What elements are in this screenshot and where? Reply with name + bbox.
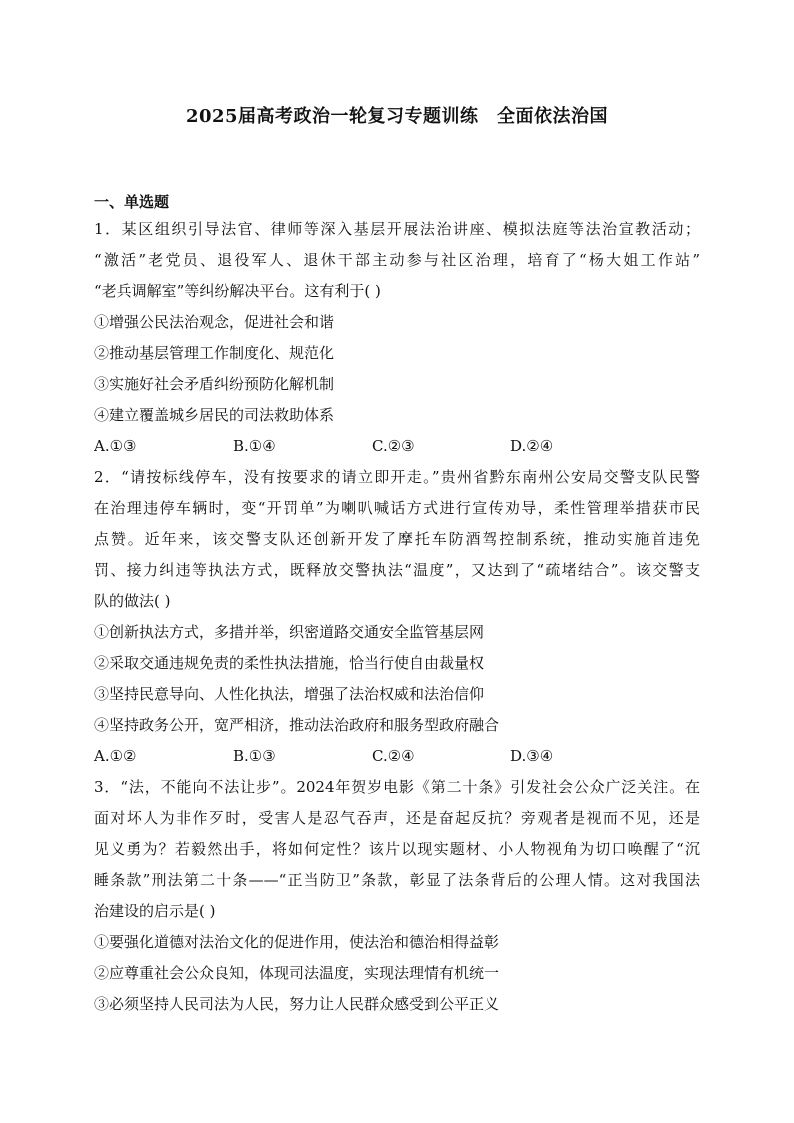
choice-a[interactable]: A.①② xyxy=(94,747,137,765)
question-1 xyxy=(94,214,700,462)
question-2-option: ④坚持政务公开，宽严相济，推动法治政府和服务型政府融合 xyxy=(94,716,500,734)
question-3-stem-line: 面对坏人为非作歹时，受害人是忍气吞声，还是奋起反抗？旁观者是视而不见，还是 xyxy=(94,809,700,827)
question-2-stem-line: 罚、接力纠违等执法方式，既释放交警执法“温度”，又达到了“疏堵结合”。该交警支 xyxy=(94,561,700,579)
question-1-stem-line: “激活”老党员、退役军人、退休干部主动参与社区治理，培育了“杨大姐工作站” xyxy=(94,251,700,269)
question-1-choices xyxy=(94,431,700,462)
question-3-stem-line: 见义勇为？若毅然出手，将如何定性？该片以现实题材、小人物视角为切口唤醒了“沉 xyxy=(94,840,700,858)
choice-d[interactable]: D.②④ xyxy=(510,437,554,455)
question-2-option: ③坚持民意导向、人性化执法，增强了法治权威和法治信仰 xyxy=(94,685,485,703)
question-2-choices xyxy=(94,741,700,772)
question-2 xyxy=(94,462,700,772)
question-2-stem-line: 点赞。近年来，该交警支队还创新开发了摩托车防酒驾控制系统，推动实施首违免 xyxy=(94,530,700,548)
question-2-stem-line: 队的做法( ) xyxy=(94,592,171,610)
question-1-option: ③实施好社会矛盾纠纷预防化解机制 xyxy=(94,375,335,393)
question-2-stem-line: 2．“请按标线停车，没有按要求的请立即开走。”贵州省黔东南州公安局交警支队民警 xyxy=(94,468,700,486)
choice-b[interactable]: B.①③ xyxy=(233,747,276,765)
section-heading: 一、单选题 xyxy=(94,193,170,211)
question-3-stem-line: 睡条款”刑法第二十条——“正当防卫”条款，彰显了法条背后的公理人情。这对我国法 xyxy=(94,871,700,889)
choice-c[interactable]: C.②④ xyxy=(372,747,415,765)
document-title: 2025届高考政治一轮复习专题训练 全面依法治国 xyxy=(185,106,609,127)
question-3 xyxy=(94,772,700,1020)
choice-a[interactable]: A.①③ xyxy=(94,437,137,455)
choice-c[interactable]: C.②③ xyxy=(372,437,415,455)
question-2-option: ①创新执法方式，多措并举，织密道路交通安全监管基层网 xyxy=(94,623,485,641)
question-3-option: ①要强化道德对法治文化的促进作用，使法治和德治相得益彰 xyxy=(94,933,500,951)
question-2-option: ②采取交通违规免责的柔性执法措施，恰当行使自由裁量权 xyxy=(94,654,485,672)
question-2-stem-line: 在治理违停车辆时，变“开罚单”为喇叭喊话方式进行宣传劝导，柔性管理举措获市民 xyxy=(94,499,700,517)
choice-b[interactable]: B.①④ xyxy=(233,437,276,455)
question-1-stem-line: 1．某区组织引导法官、律师等深入基层开展法治讲座、模拟法庭等法治宣教活动； xyxy=(94,220,700,238)
question-1-option: ②推动基层管理工作制度化、规范化 xyxy=(94,344,335,362)
question-3-option: ③必须坚持人民司法为人民，努力让人民群众感受到公平正义 xyxy=(94,995,500,1013)
question-3-option: ②应尊重社会公众良知，体现司法温度，实现法理情有机统一 xyxy=(94,964,500,982)
question-1-option: ④建立覆盖城乡居民的司法救助体系 xyxy=(94,406,335,424)
question-1-option: ①增强公民法治观念，促进社会和谐 xyxy=(94,313,335,331)
question-1-stem-line: “老兵调解室”等纠纷解决平台。这有利于( ) xyxy=(94,282,381,300)
question-list xyxy=(94,214,700,1020)
choice-d[interactable]: D.③④ xyxy=(510,747,554,765)
question-3-stem-line: 治建设的启示是( ) xyxy=(94,902,216,920)
question-3-stem-line: 3．“法，不能向不法让步”。2024年贺岁电影《第二十条》引发社会公众广泛关注。在 xyxy=(94,778,700,796)
